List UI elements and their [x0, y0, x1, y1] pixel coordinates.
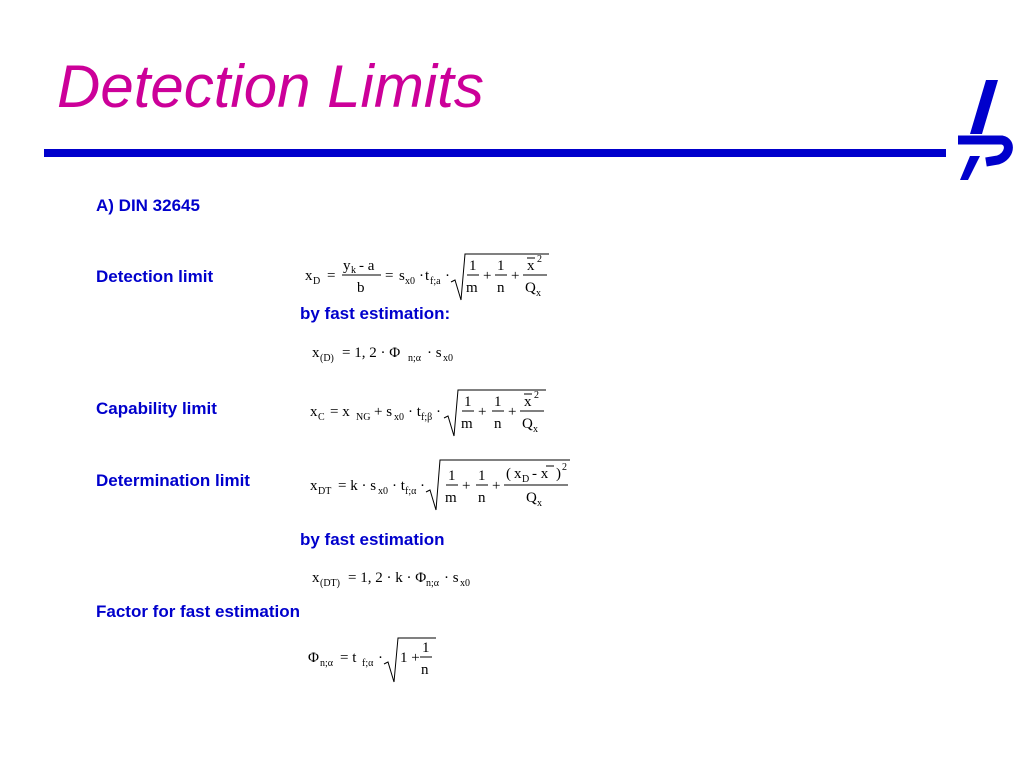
formula-factor — [308, 634, 448, 684]
svg-text:·: · — [445, 268, 450, 284]
svg-text:x: x — [312, 345, 320, 361]
svg-text:n: n — [497, 280, 505, 296]
svg-text:(D): (D) — [320, 353, 334, 364]
svg-text:x: x — [310, 404, 318, 420]
svg-text:=: = — [327, 268, 336, 284]
svg-text:2: 2 — [534, 390, 539, 401]
svg-text:x: x — [533, 424, 538, 435]
svg-text:· t: · t — [392, 478, 405, 494]
formula-determination-fast — [312, 566, 482, 592]
svg-text:m: m — [461, 416, 473, 432]
formula-capability-limit — [310, 388, 560, 440]
svg-text:f;α: f;α — [405, 486, 417, 497]
svg-text:· t: · t — [408, 404, 421, 420]
svg-text:f;a: f;a — [430, 276, 441, 287]
svg-text:=: = — [385, 268, 394, 284]
svg-text:n;α: n;α — [320, 658, 334, 669]
svg-text:·: · — [436, 404, 441, 420]
formula-detection-fast — [312, 341, 482, 367]
svg-text:n: n — [421, 662, 429, 678]
svg-text:- x: - x — [532, 466, 549, 482]
svg-text:C: C — [318, 412, 325, 423]
svg-text:+: + — [511, 268, 520, 284]
svg-text:·: · — [419, 268, 424, 284]
svg-text:y: y — [343, 258, 351, 274]
svg-text:(DT): (DT) — [320, 578, 340, 589]
svg-text:x0: x0 — [405, 276, 415, 287]
svg-text:· s: · s — [444, 570, 459, 586]
svg-text:NG: NG — [356, 412, 371, 423]
svg-text:+: + — [462, 478, 471, 494]
svg-text:·: · — [420, 478, 425, 494]
svg-text:x0: x0 — [460, 578, 470, 589]
label-fast-estimation-2: by fast estimation — [300, 530, 445, 549]
label-factor-fast-estimation: Factor for fast estimation — [96, 602, 301, 621]
svg-text:1: 1 — [422, 640, 430, 656]
svg-text:DT: DT — [318, 486, 332, 497]
svg-text:x0: x0 — [394, 412, 404, 423]
svg-text:x: x — [524, 394, 532, 410]
svg-text:+: + — [478, 404, 487, 420]
svg-text:1 +: 1 + — [400, 650, 420, 666]
svg-text:= x: = x — [330, 404, 350, 420]
svg-text:1: 1 — [478, 468, 486, 484]
svg-text:n: n — [494, 416, 502, 432]
svg-text:1: 1 — [494, 394, 502, 410]
svg-text:+: + — [508, 404, 517, 420]
university-logo-icon — [946, 72, 1016, 182]
svg-text:x: x — [514, 466, 522, 482]
svg-text:): ) — [556, 466, 561, 482]
svg-text:- a: - a — [359, 258, 375, 274]
svg-text:·: · — [378, 650, 383, 666]
svg-text:+ s: + s — [374, 404, 393, 420]
svg-text:n;α: n;α — [426, 578, 440, 589]
svg-text:2: 2 — [537, 254, 542, 265]
svg-text:t: t — [425, 268, 430, 284]
svg-text:1: 1 — [464, 394, 472, 410]
svg-text:1: 1 — [469, 258, 477, 274]
svg-text:x: x — [305, 268, 313, 284]
title-underline — [44, 149, 946, 157]
svg-text:x: x — [527, 258, 535, 274]
svg-text:m: m — [466, 280, 478, 296]
svg-text:Q: Q — [525, 280, 536, 296]
svg-text:Q: Q — [526, 490, 537, 506]
svg-text:n;α: n;α — [408, 353, 422, 364]
svg-text:= k · s: = k · s — [338, 478, 377, 494]
svg-text:x: x — [310, 478, 318, 494]
svg-text:f;α: f;α — [362, 658, 374, 669]
svg-text:D: D — [522, 474, 530, 485]
svg-text:x0: x0 — [378, 486, 388, 497]
svg-text:b: b — [357, 280, 365, 296]
svg-text:x: x — [536, 288, 541, 299]
svg-text:1: 1 — [497, 258, 505, 274]
svg-text:= t: = t — [340, 650, 357, 666]
slide-title: Detection Limits — [57, 53, 484, 120]
label-capability-limit: Capability limit — [96, 399, 217, 418]
svg-text:s: s — [399, 268, 405, 284]
label-determination-limit: Determination limit — [96, 471, 250, 490]
svg-text:Q: Q — [522, 416, 533, 432]
svg-text:x: x — [537, 498, 542, 509]
svg-text:(: ( — [506, 466, 511, 482]
svg-text:D: D — [313, 276, 321, 287]
section-label: A) DIN 32645 — [96, 196, 200, 215]
svg-text:n: n — [478, 490, 486, 506]
svg-text:= 1, 2 · k · Φ: = 1, 2 · k · Φ — [348, 570, 427, 586]
label-detection-limit: Detection limit — [96, 267, 214, 286]
svg-text:· s: · s — [427, 345, 442, 361]
svg-text:+: + — [492, 478, 501, 494]
formula-detection-limit — [305, 252, 555, 304]
svg-text:k: k — [351, 265, 356, 276]
svg-text:+: + — [483, 268, 492, 284]
svg-text:2: 2 — [562, 462, 567, 473]
label-fast-estimation-1: by fast estimation: — [300, 304, 451, 323]
svg-text:1: 1 — [448, 468, 456, 484]
svg-text:x: x — [312, 570, 320, 586]
svg-text:= 1, 2 · Φ: = 1, 2 · Φ — [342, 345, 401, 361]
svg-text:m: m — [445, 490, 457, 506]
svg-text:x0: x0 — [443, 353, 453, 364]
svg-text:f;β: f;β — [421, 412, 433, 423]
svg-text:Φ: Φ — [308, 650, 319, 666]
formula-determination-limit — [310, 456, 580, 512]
